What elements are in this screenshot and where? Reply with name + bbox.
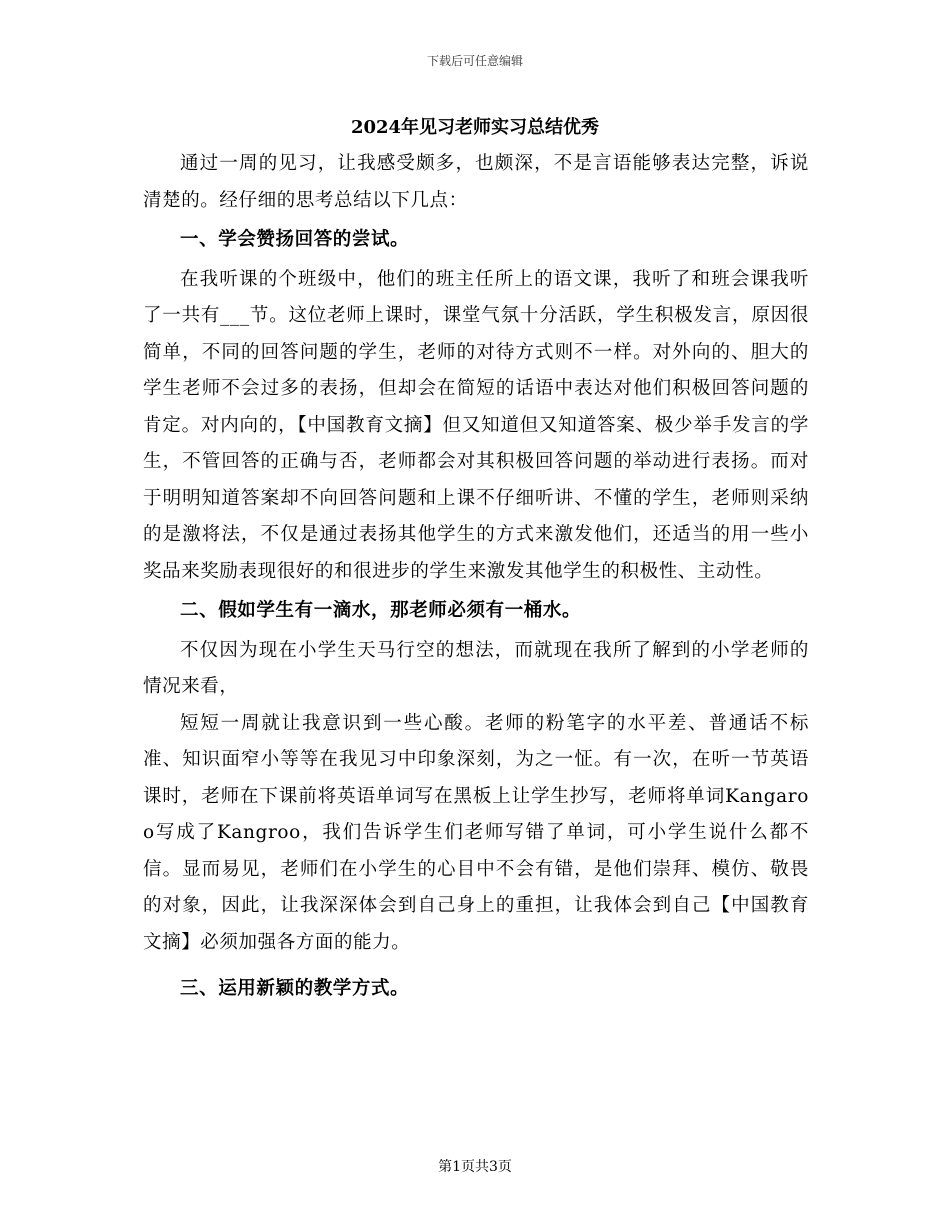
page-header: 下载后可任意编辑 [426, 54, 523, 68]
section-2-paragraph-1: 不仅因为现在小学生天马行空的想法，而就现在我所了解到的小学老师的情况来看， [143, 639, 809, 697]
section-heading-2: 二、假如学生有一滴水，那老师必须有一桶水。 [180, 600, 582, 621]
section-heading-1: 一、学会赞扬回答的尝试。 [180, 229, 410, 250]
document-title: 2024年见习老师实习总结优秀 [350, 117, 600, 138]
section-2-paragraph-2: 短短一周就让我意识到一些心酸。老师的粉笔字的水平差、普通话不标准、知识面窄小等等在我见习中印象深刻，为之一怔。有一次，在听一节英语课时，老师在下课前将英语单词写在黑板上让学生抄写，老师将单词Kangaroo写成了Kangroo，我们告诉学生们老师写错了单词，可小学生说什么都不信。显而易见，老师们在小学生的心目中不会有错，是他们崇拜、模仿、敬畏的对象，因此，让我深深体会到自己身上的重担，让我体会到自己【中国教育文摘】必须加强各方面的能力。 [143, 712, 809, 953]
document-body [143, 146, 809, 1011]
intro-paragraph: 通过一周的见习，让我感受颇多，也颇深，不是言语能够表达完整，诉说清楚的。经仔细的思考总结以下几点： [143, 153, 809, 211]
section-heading-3: 三、运用新颖的教学方式。 [180, 978, 410, 999]
page-footer: 第1页共3页 [438, 1159, 512, 1175]
section-1-paragraph: 在我听课的个班级中，他们的班主任所上的语文课，我听了和班会课我听了一共有___节。这位老师上课时，课堂气氛十分活跃，学生积极发言，原因很简单，不同的回答问题的学生，老师的对待方式则不一样。对外向的、胆大的学生老师不会过多的表扬，但却会在简短的话语中表达对他们积极回答问题的肯定。对内向的，【中国教育文摘】但又知道但又知道答案、极少举手发言的学生，不管回答的正确与否，老师都会对其积极回答问题的举动进行表扬。而对于明明知道答案却不向回答问题和上课不仔细听讲、不懂的学生，老师则采纳的是激将法，不仅是通过表扬其他学生的方式来激发他们，还适当的用一些小奖品来奖励表现很好的和很进步的学生来激发其他学生的积极性、主动性。 [143, 268, 809, 582]
